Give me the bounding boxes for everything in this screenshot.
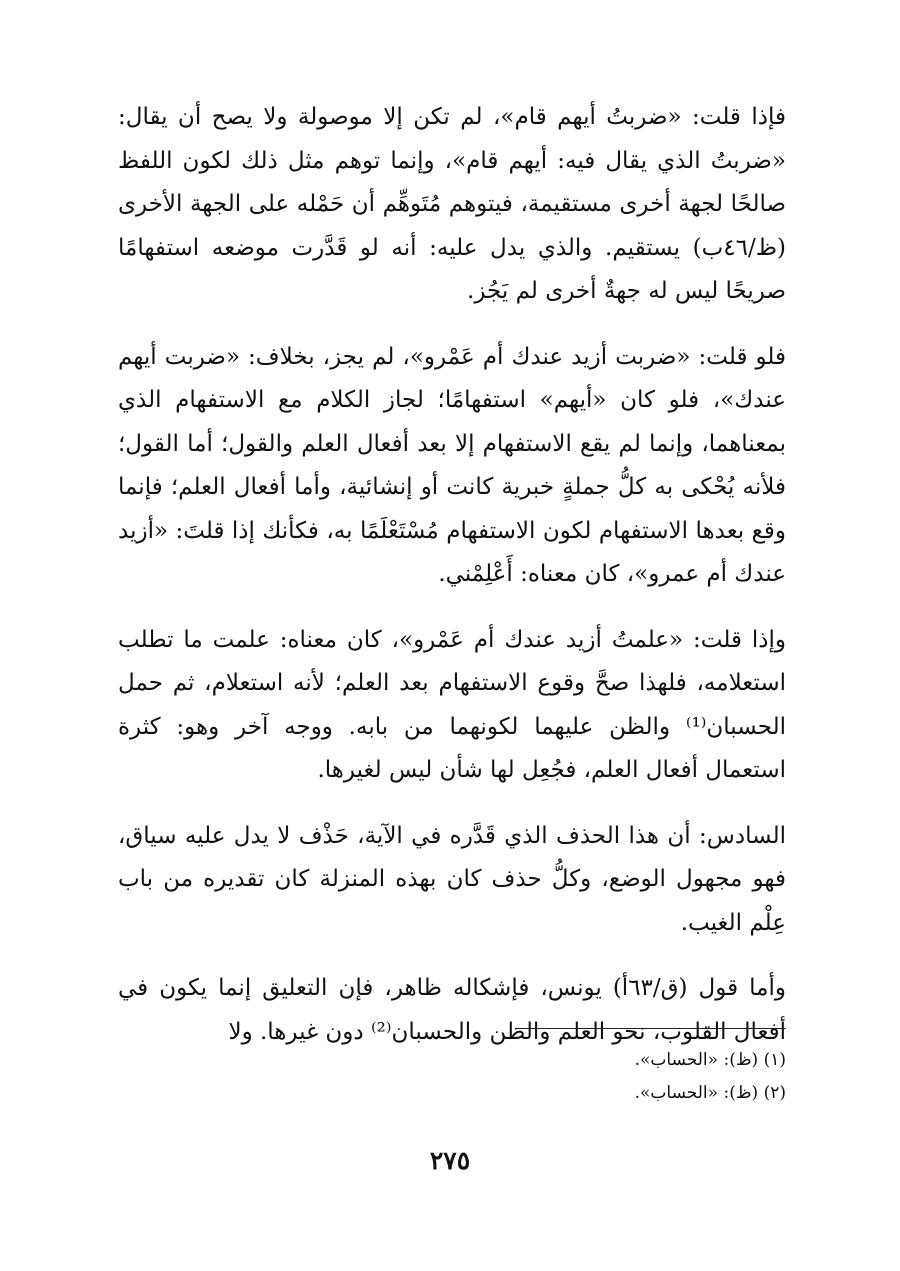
footnote-divider xyxy=(516,1028,786,1029)
footnotes xyxy=(118,1044,786,1110)
paragraph-5: وأما قول (ق/٦٣أ) يونس، فإشكاله ظاهر، فإن التعليق إنما يكون في أفعال القلوب، نحو العلم والظن والحسبان⁽²⁾ دون غيرها. ولا xyxy=(118,975,786,1045)
main-text xyxy=(118,96,786,1076)
paragraph-1: فإذا قلت: «ضربتُ أيهم قام»، لم تكن إلا موصولة ولا يصح أن يقال: «ضربتُ الذي يقال فيه: أيهم قام»، وإنما توهم مثل ذلك لكون اللفظ صالحًا لجهة أخرى مستقيمة، فيتوهم مُتَوهِّم أن حَمْله على الجهة الأخرى (ظ/٤٦ب) يستقيم. والذي يدل عليه: أنه لو قَدَّرت موضعه استفهامًا صريحًا ليس له جهةٌ أخرى لم يَجُز. xyxy=(118,104,786,304)
footnote-2: (٢) (ظ): «الحساب». xyxy=(634,1083,786,1103)
paragraph-2: فلو قلت: «ضربت أزيد عندك أم عَمْرو»، لم يجز، بخلاف: «ضربت أيهم عندك»، فلو كان «أيهم» استفهامًا؛ لجاز الكلام مع الاستفهام الذي بمعناهما، وإنما لم يقع الاستفهام إلا بعد أفعال العلم والقول؛ أما القول؛ فلأنه يُحْكى به كلُّ جملةٍ خبرية كانت أو إنشائية، وأما أفعال العلم؛ فإنما وقع بعدها الاستفهام لكون الاستفهام مُسْتَعْلَمًا به، فكأنك إذا قلتَ: «أزيد عندك أم عمرو»، كان معناه: أَعْلِمْني. xyxy=(118,343,786,587)
paragraph-4: السادس: أن هذا الحذف الذي قَدَّره في الآية، حَذْف لا يدل عليه سياق، فهو مجهول الوضع، وكلُّ حذف كان بهذه المنزلة كان تقديره من باب عِلْم الغيب. xyxy=(118,822,786,936)
paragraph-3: وإذا قلت: «علمتُ أزيد عندك أم عَمْرو»، كان معناه: علمت ما تطلب استعلامه، فلهذا صحَّ وقوع الاستفهام بعد العلم؛ لأنه استعلام، ثم حمل الحسبان⁽¹⁾ والظن عليهما لكونهما من بابه. ووجه آخر وهو: كثرة استعمال أفعال العلم، فجُعِل لها شأن ليس لغيرها. xyxy=(118,626,786,783)
footnote-1: (١) (ظ): «الحساب». xyxy=(634,1050,786,1070)
page-number: ٢٧٥ xyxy=(429,1146,471,1175)
